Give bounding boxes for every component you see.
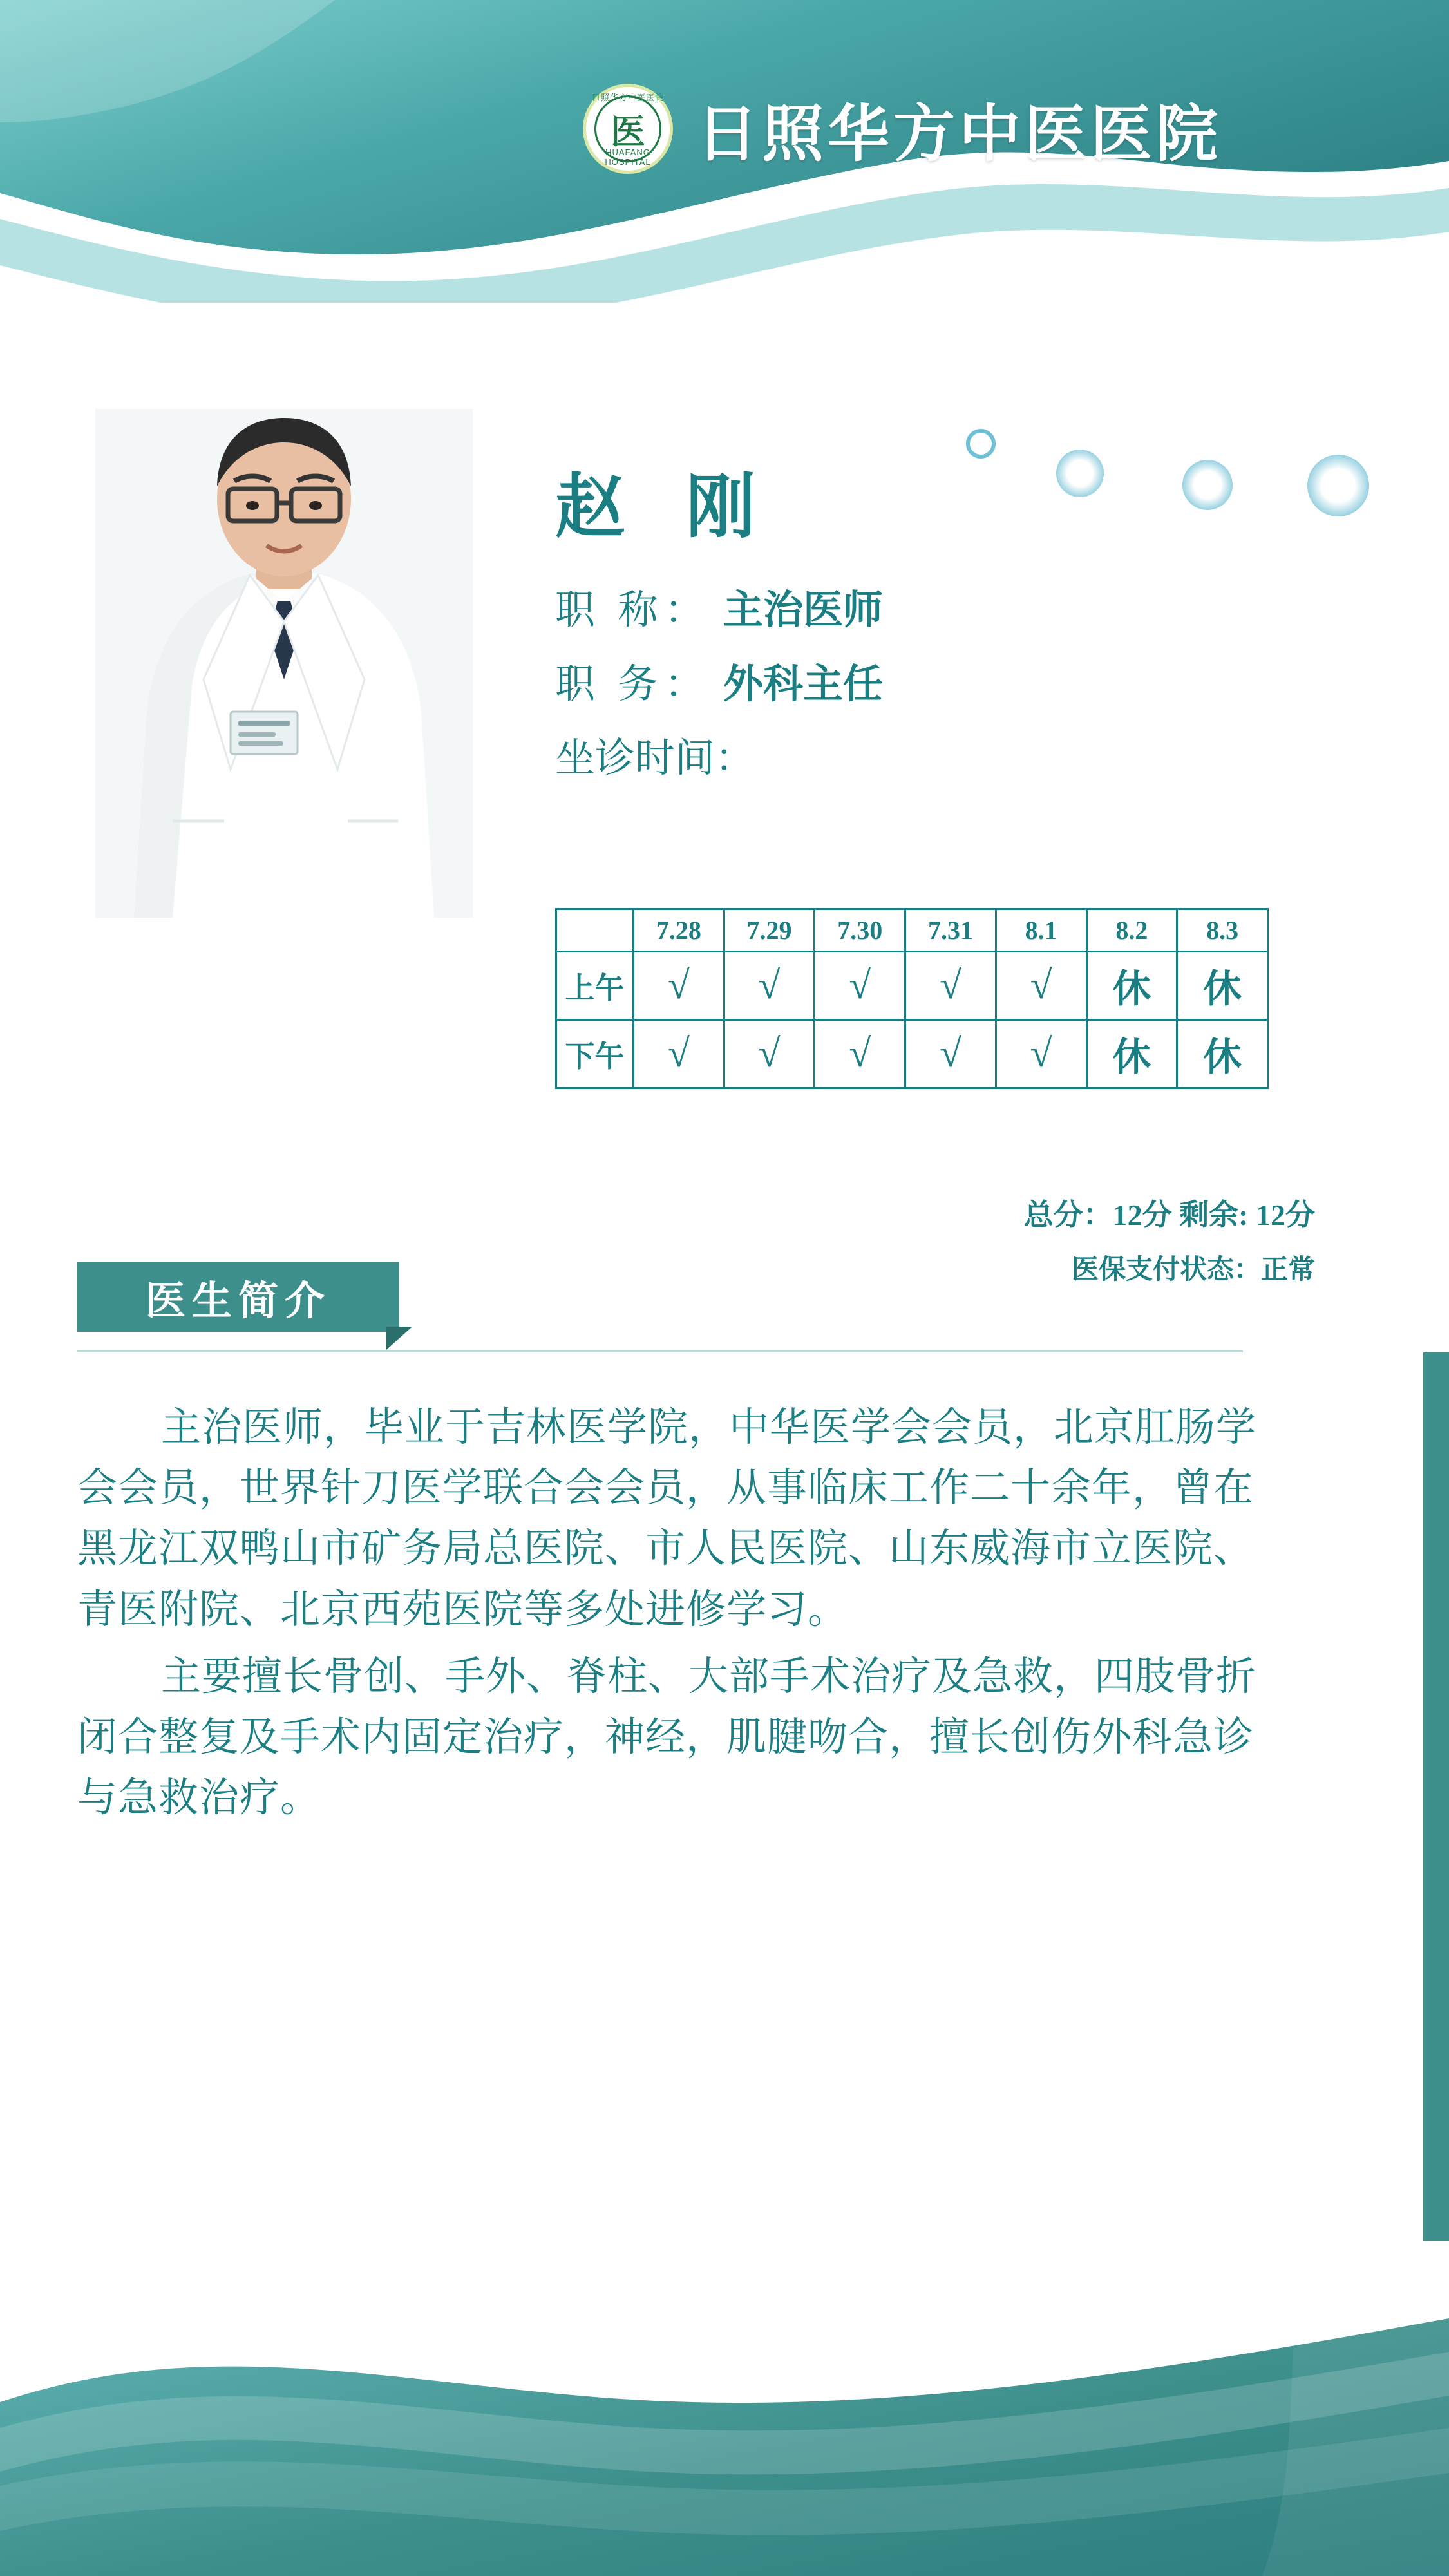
right-accent-bar bbox=[1423, 1352, 1449, 2241]
corner-cell bbox=[556, 909, 634, 952]
slot-cell: √ bbox=[996, 952, 1086, 1020]
emblem-ring-top-text: 日照华方中医医院 bbox=[591, 93, 664, 102]
section-header-bio bbox=[77, 1262, 399, 1332]
insurance-status-line: 医保支付状态：正常 bbox=[1071, 1255, 1315, 1285]
field-value: 外科主任 bbox=[723, 663, 884, 706]
date-header-cell: 8.1 bbox=[996, 909, 1086, 952]
field-value: 主治医师 bbox=[723, 589, 884, 632]
section-header-tail bbox=[386, 1327, 412, 1350]
slot-cell: 休 bbox=[1086, 1020, 1177, 1088]
slot-cell: √ bbox=[905, 1020, 996, 1088]
score-line: 总分：12分 剩余: 12分 bbox=[1023, 1198, 1315, 1231]
hospital-emblem-icon bbox=[583, 84, 673, 174]
slot-cell: 休 bbox=[1177, 952, 1268, 1020]
doctor-field-role bbox=[555, 652, 1354, 709]
slot-cell: 休 bbox=[1086, 952, 1177, 1020]
date-header-cell: 7.31 bbox=[905, 909, 996, 952]
row-label-afternoon: 下午 bbox=[556, 1020, 634, 1088]
slot-cell: √ bbox=[815, 952, 905, 1020]
section-divider bbox=[77, 1350, 1243, 1352]
date-header-cell: 7.29 bbox=[724, 909, 815, 952]
doctor-field-title bbox=[555, 578, 1354, 635]
schedule-label: 坐诊时间： bbox=[555, 737, 755, 781]
emblem-ring-bottom-text: HUAFANG HOSPITAL bbox=[605, 147, 651, 167]
slot-cell: √ bbox=[634, 1020, 724, 1088]
hospital-logo-block bbox=[583, 84, 1222, 174]
date-header-cell: 7.30 bbox=[815, 909, 905, 952]
doctor-portrait bbox=[95, 409, 473, 918]
date-header-cell: 7.28 bbox=[634, 909, 724, 952]
row-label-morning: 上午 bbox=[556, 952, 634, 1020]
slot-cell: √ bbox=[996, 1020, 1086, 1088]
table-row bbox=[556, 952, 1268, 1020]
totals-block bbox=[555, 1191, 1315, 1287]
doctor-bio bbox=[77, 1397, 1282, 1835]
slot-cell: √ bbox=[905, 952, 996, 1020]
footer-banner bbox=[0, 2125, 1449, 2576]
slot-cell: √ bbox=[815, 1020, 905, 1088]
date-header-cell: 8.3 bbox=[1177, 909, 1268, 952]
bio-paragraph: 主治医师，毕业于吉林医学院，中华医学会会员，北京肛肠学会会员，世界针刀医学联合会会员，从事临床工作二十余年，曾在黑龙江双鸭山市矿务局总医院、市人民医院、山东威海市立医院、青医附院、北京西苑医院等多处进修学习。 bbox=[77, 1406, 1257, 1632]
emblem-center-glyph: 医 bbox=[594, 95, 661, 162]
slot-cell: 休 bbox=[1177, 1020, 1268, 1088]
hospital-name: 日照华方中医医院 bbox=[696, 99, 1222, 169]
schedule-table bbox=[555, 908, 1269, 1089]
doctor-name: 赵 刚 bbox=[555, 469, 778, 546]
header-banner bbox=[0, 0, 1449, 303]
bio-paragraph: 主要擅长骨创、手外、脊柱、大部手术治疗及急救，四肢骨折闭合整复及手术内固定治疗，神经，肌腱吻合，擅长创伤外科急诊与急救治疗。 bbox=[77, 1654, 1257, 1821]
field-label: 职 务： bbox=[555, 663, 711, 706]
table-header-row bbox=[556, 909, 1268, 952]
doctor-info bbox=[555, 451, 1354, 800]
field-label: 职 称： bbox=[555, 589, 711, 632]
table-row bbox=[556, 1020, 1268, 1088]
section-title: 医生简介 bbox=[145, 1279, 331, 1323]
date-header-cell: 8.2 bbox=[1086, 909, 1177, 952]
slot-cell: √ bbox=[724, 952, 815, 1020]
slot-cell: √ bbox=[634, 952, 724, 1020]
slot-cell: √ bbox=[724, 1020, 815, 1088]
